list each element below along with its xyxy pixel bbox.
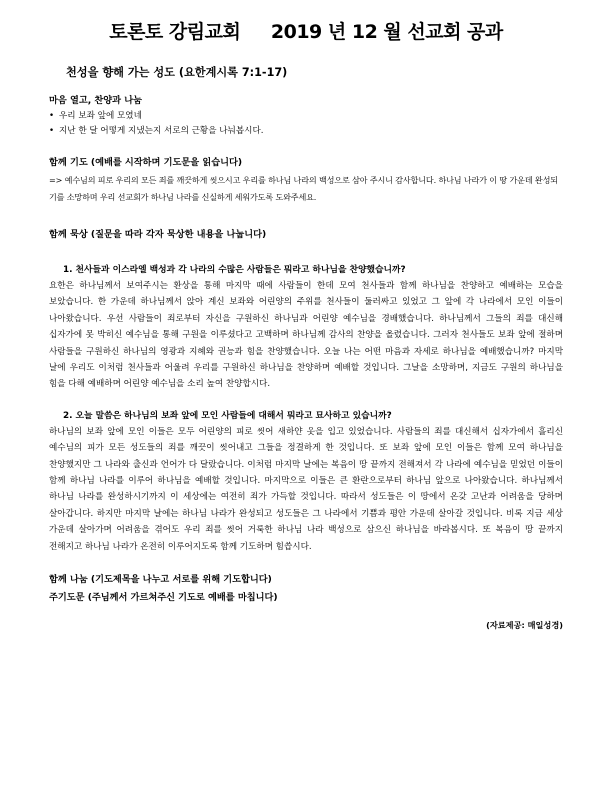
- open-section-heading: 마음 열고, 찬양과 나눔: [49, 95, 142, 106]
- lords-prayer-heading: 주기도문 (주님께서 가르쳐주신 기도로 예배를 마칩니다): [49, 592, 278, 604]
- question-answer: 하나님의 보좌 앞에 모인 이들은 모두 어린양의 피로 씻어 새하얀 옷을 입고 있었습니다. 사람들의 죄를 대신해서 십자가에서 흘리신 예수님의 피가 모든 성도들의 죄를 깨끗이 씻어내고 그들을 정결하게 한 것입니다. 또 보좌 앞에 모인 이들은 함께 모여 하나님을 찬양했지만 그 나라와 출신과 언어가 다 달랐습니다. 이처럼 마지막 날에는 복음이 땅 끝까지 전해져서 각 나라에 예수님을 믿었던 이들이 함께 하나님 나라를 이루어 하나님을 예배할 것입니다. 마지막으로 이들은 큰 환란으로부터 하나님 앞으로 나아왔습니다. 하나님께서 하나님 나라를 완성하시기까지 이 세상에는 여전히 죄가 가득할 것입니다. 따라서 성도들은 이 땅에서 온갖 고난과 어려움을 당하며 살아갑니다. 하지만 마지막 날에는 하나님 나라가 완성되고 성도들은 그 나라에서 기쁨과 평안 가운데 살아갈 것입니다. 비록 지금 세상 가운데 살아가며 어려움을 겪어도 우리 죄를 씻어 거룩한 하나님 나라 백성으로 삼으신 하나님을 바라봅시다. 또 복음이 땅 끝까지 전해지고 하나님 나라가 온전히 이루어지도록 함께 기도하며 힘씁시다.: [49, 426, 563, 552]
- page-title: 토론토 강림교회 2019 년 12 월 선교회 공과: [109, 21, 503, 43]
- question-block-2: [49, 409, 563, 555]
- list-item: [49, 124, 563, 139]
- bullet-icon: •: [49, 126, 55, 136]
- list-item: [49, 109, 563, 124]
- question-answer: 요한은 하나님께서 보여주시는 환상을 통해 마지막 때에 사람들이 한데 모여 천사들과 함께 하나님을 찬양하고 예배하는 모습을 보았습니다. 한 가운데 하나님께서 앉아 계신 보좌와 어린양의 주위를 천사들이 둘러싸고 있었고 그 앞에 각 나라에서 모인 이들이 나아왔습니다. 우선 사람들이 죄로부터 자신을 구원하신 하나님과 어린양 예수님을 경배했습니다. 하나님께서 그들의 죄를 대신해 십자가에 못 박히신 예수님을 통해 구원을 이루셨다고 고백하며 하나님께 감사의 찬양을 올렸습니다. 그러자 천사들도 보좌 앞에 절하며 사람들을 구원하신 하나님의 영광과 지혜와 권능과 힘을 찬양했습니다. 오늘 나는 어떤 마음과 자세로 하나님을 예배했습니까? 마지막 날에 우리도 이처럼 천사들과 어울려 우리를 구원하신 하나님을 찬양하며 예배할 것입니다. 그날을 소망하며, 지금도 구원의 하나님을 힘을 다해 예배하며 어린양 예수님을 소리 높여 찬양합시다.: [49, 281, 563, 390]
- bullet-icon: •: [49, 111, 55, 121]
- prayer-text: => 예수님의 피로 우리의 모든 죄를 깨끗하게 씻으시고 우리를 하나님 나라의 백성으로 삼아 주시니 감사합니다. 하나님 나라가 이 땅 가운데 완성되기를 소망하며 우리 선교회가 하나님 나라를 신실하게 세워가도록 도와주세요.: [49, 175, 558, 202]
- lesson-subtitle: 천성을 향해 가는 성도 (요한계시록 7:1-17): [66, 66, 288, 79]
- open-section-list: [49, 109, 563, 139]
- closing-section: [49, 573, 563, 605]
- list-item-text: 지난 한 달 어떻게 지냈는지 서로의 근황을 나눠봅시다.: [59, 126, 264, 136]
- meditation-section: [49, 228, 563, 555]
- share-heading: 함께 나눔 (기도제목을 나누고 서로를 위해 기도합니다): [49, 574, 272, 586]
- question-block-1: [49, 263, 563, 393]
- prayer-section-heading: 함께 기도 (예배를 시작하며 기도문을 읽습니다): [49, 157, 243, 168]
- question-label: 1. 천사들과 이스라엘 백성과 각 나라의 수많은 사람들은 뭐라고 하나님을 찬양했습니까?: [63, 265, 406, 275]
- meditation-section-heading: 함께 묵상 (질문을 따라 각자 묵상한 내용을 나눕니다): [49, 229, 267, 240]
- prayer-section: [49, 156, 563, 206]
- question-label: 2. 오늘 말씀은 하나님의 보좌 앞에 모인 사람들에 대해서 뭐라고 묘사하고 있습니까?: [63, 410, 392, 421]
- list-item-text: 우리 보좌 앞에 모였네: [59, 111, 142, 121]
- source-credit: (자료제공: 매일성경): [486, 620, 563, 631]
- open-section: [49, 94, 563, 139]
